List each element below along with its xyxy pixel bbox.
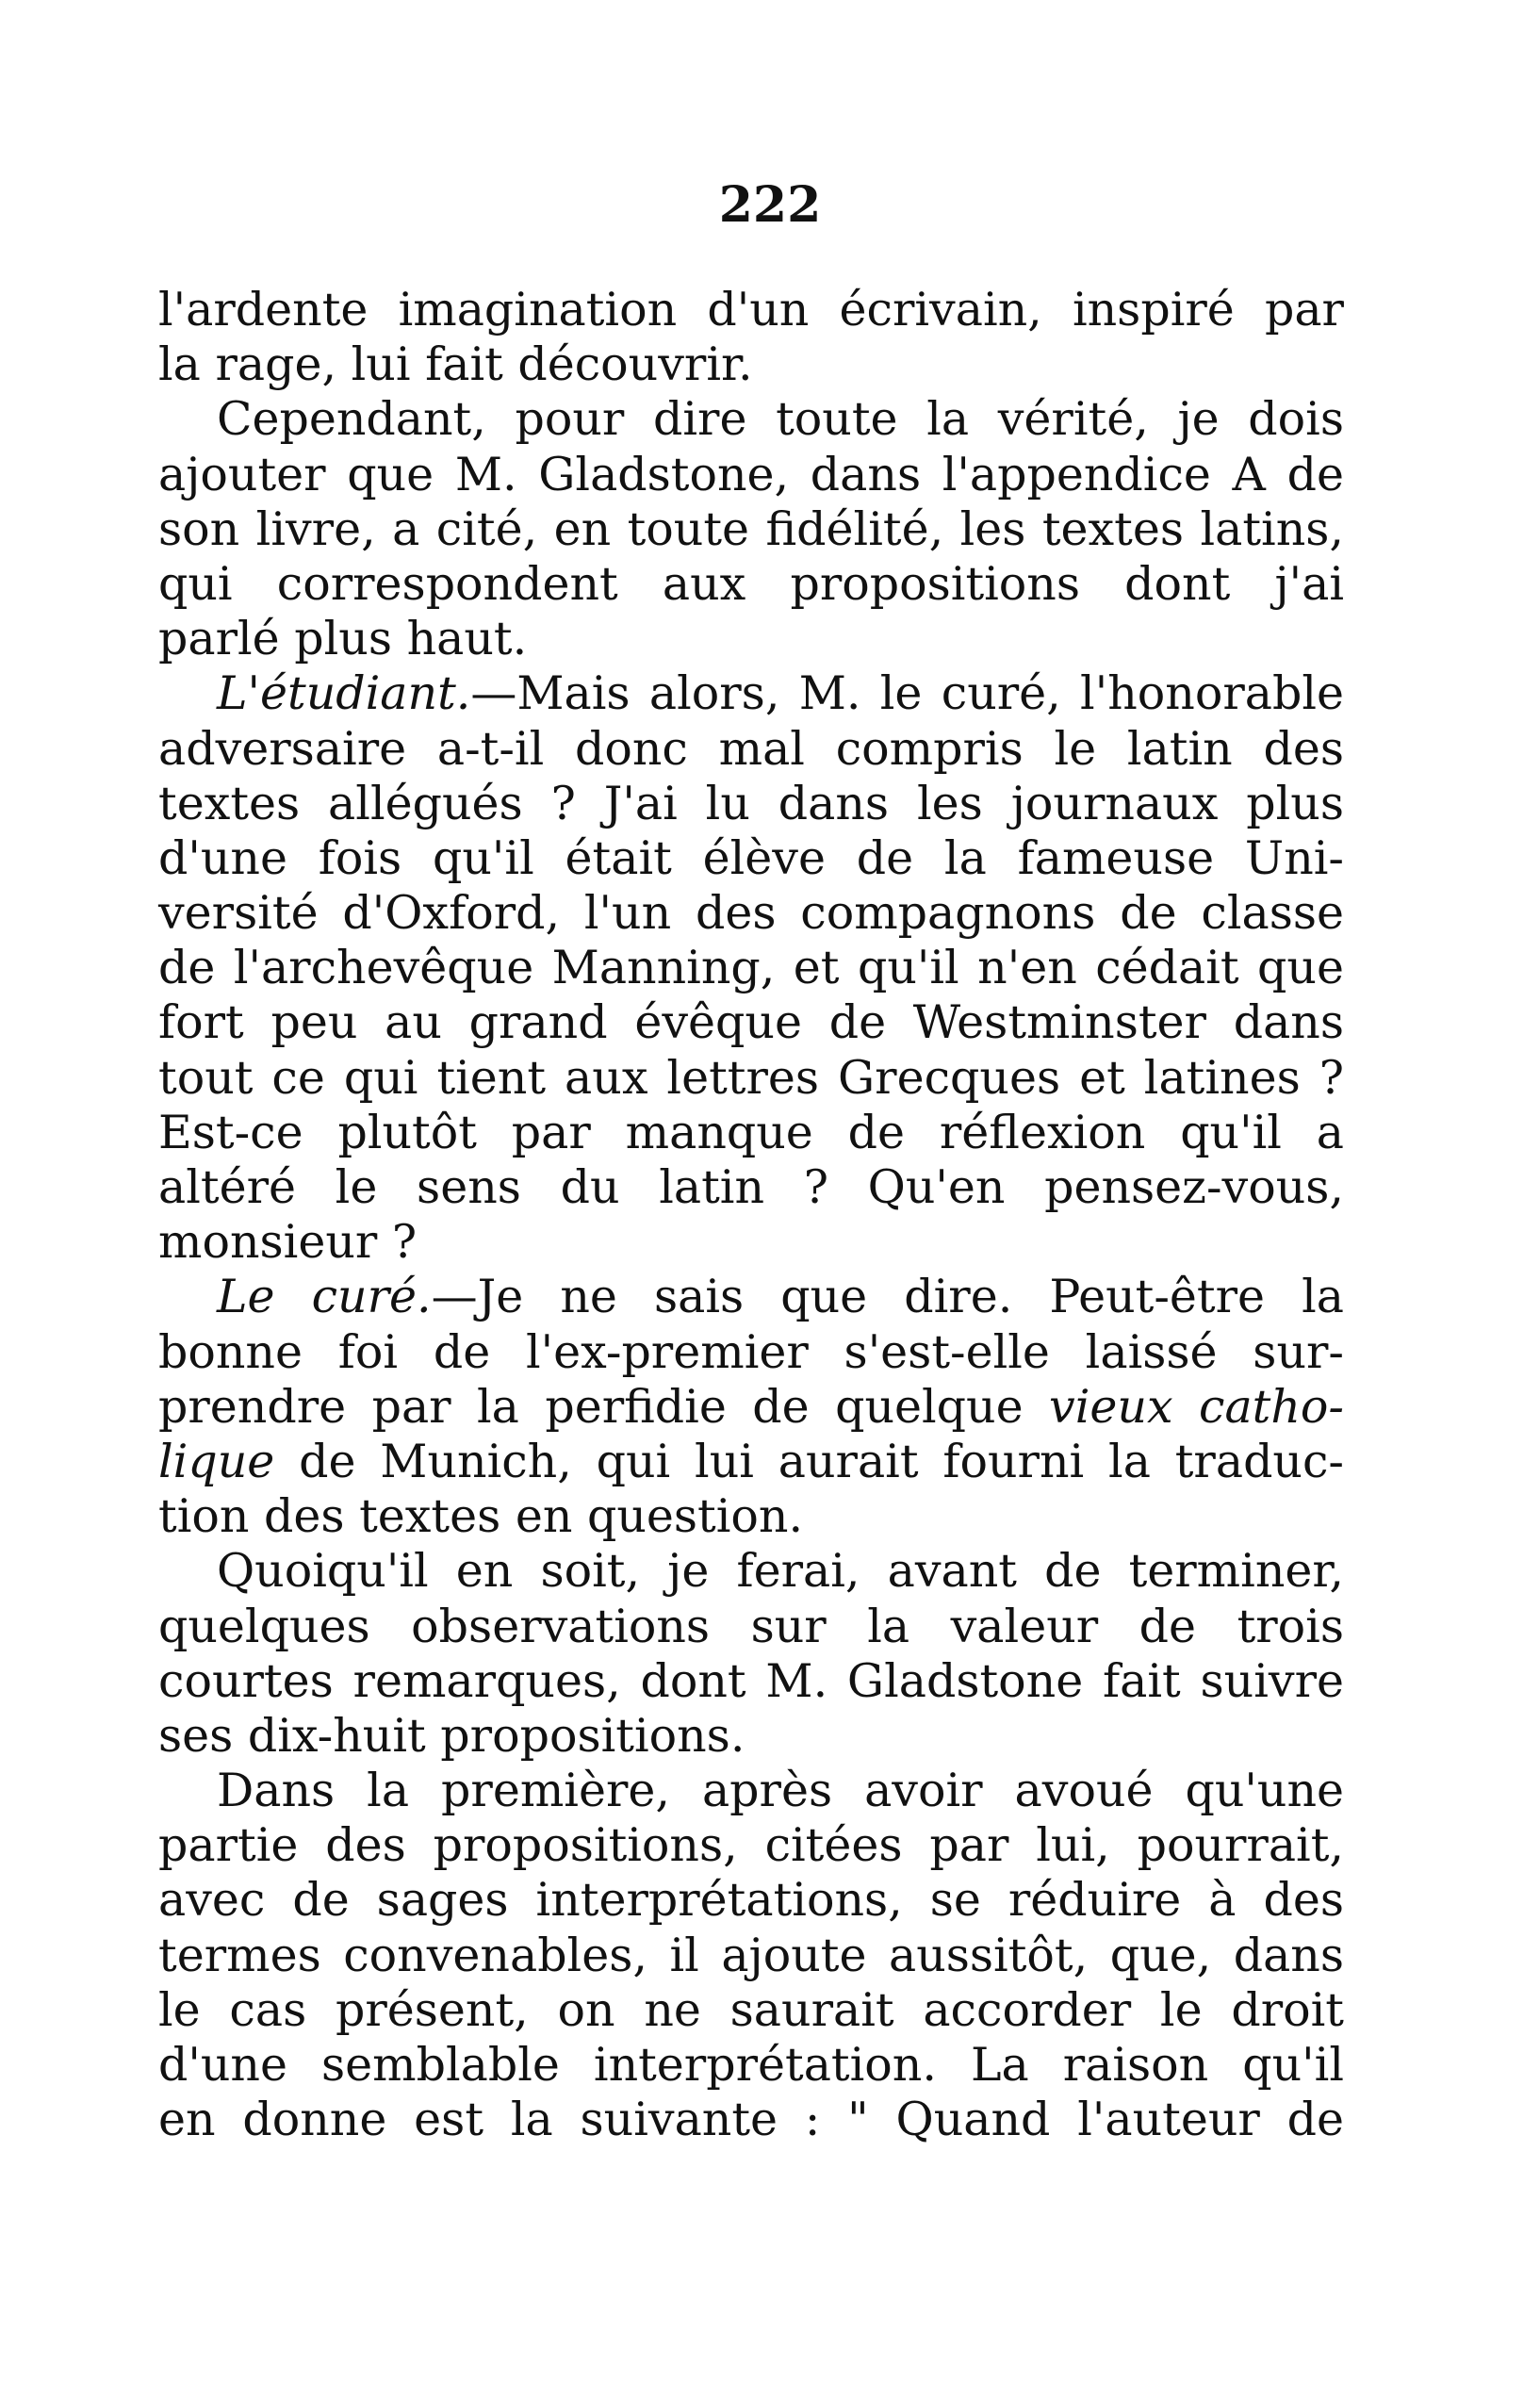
- text-line: [158, 1929, 1344, 1983]
- text-line: [158, 1709, 1344, 1764]
- text-line: [158, 1435, 1344, 1489]
- text-line: [158, 777, 1344, 831]
- text-line: [158, 995, 1344, 1050]
- line-text: Quoiqu'il en soit, je ferai, avant de terminer,: [217, 1544, 1344, 1599]
- text-line: [158, 1051, 1344, 1106]
- line-text: adversaire a-t-il donc mal compris le latin des: [158, 721, 1344, 776]
- text-line: [158, 1983, 1344, 2038]
- line-text: courtes remarques, dont M. Gladstone fait suivre: [158, 1653, 1344, 1708]
- text-line: [158, 722, 1344, 777]
- text-line: [158, 941, 1344, 995]
- line-text: —Je ne sais que dire. Peut-être la: [431, 1270, 1344, 1324]
- text-line: [158, 1160, 1344, 1215]
- text-line: [158, 283, 1344, 337]
- line-text: la rage, lui fait découvrir.: [158, 337, 753, 392]
- line-text: prendre par la perfidie de quelque: [158, 1379, 1024, 1434]
- line-text: monsieur ?: [158, 1215, 418, 1270]
- line-text: tout ce qui tient aux lettres Grecques et latines ?: [158, 1050, 1344, 1105]
- text-line: [158, 502, 1344, 557]
- line-text: altéré le sens du latin ? Qu'en pensez-vous,: [158, 1160, 1344, 1214]
- line-text: ajouter que M. Gladstone, dans l'appendice A de: [158, 447, 1344, 501]
- line-text: d'une semblable interprétation. La raison qu'il: [158, 2038, 1344, 2092]
- text-line: [158, 2038, 1344, 2093]
- line-text: avec de sages interprétations, se réduire à des: [158, 1873, 1344, 1928]
- text-line: [158, 1544, 1344, 1599]
- line-text: termes convenables, il ajoute aussitôt, que, dans: [158, 1928, 1344, 1982]
- line-text: en donne est la suivante : " Quand l'auteur de: [158, 2093, 1344, 2147]
- line-text: qui correspondent aux propositions dont j'ai: [158, 556, 1344, 611]
- italic-text: L'étudiant.: [217, 666, 471, 721]
- text-line: [158, 1873, 1344, 1928]
- italic-text: Le curé.: [217, 1270, 432, 1324]
- line-text: partie des propositions, citées par lui, pourrait,: [158, 1818, 1344, 1873]
- text-line: [158, 1600, 1344, 1654]
- line-text: le cas présent, on ne saurait accorder le droit: [158, 1982, 1344, 2037]
- line-text: de l'archevêque Manning, et qu'il n'en cédait que: [158, 941, 1344, 995]
- text-line: [158, 666, 1344, 721]
- text-line: [158, 1270, 1344, 1324]
- line-text: versité d'Oxford, l'un des compagnons de classe: [158, 886, 1344, 941]
- line-text: l'ardente imagination d'un écrivain, inspiré par: [158, 283, 1344, 337]
- text-line: [158, 831, 1344, 886]
- line-text: Dans la première, après avoir avoué qu'une: [217, 1764, 1344, 1818]
- italic-text: vieux catho-: [1049, 1379, 1344, 1434]
- line-text: fort peu au grand évêque de Westminster dans: [158, 995, 1344, 1050]
- text-line: [158, 1489, 1344, 1544]
- text-line: [158, 1106, 1344, 1160]
- line-text: de Munich, qui lui aurait fourni la traduc-: [274, 1434, 1344, 1488]
- text-line: [158, 557, 1344, 612]
- italic-text: lique: [158, 1434, 275, 1488]
- line-text: ses dix-huit propositions.: [158, 1708, 745, 1763]
- line-text: —Mais alors, M. le curé, l'honorable: [470, 666, 1344, 721]
- text-line: [158, 448, 1344, 502]
- line-text: tion des textes en question.: [158, 1489, 804, 1544]
- text-line: [158, 337, 1344, 392]
- text-line: [158, 2093, 1344, 2147]
- line-text: Cependant, pour dire toute la vérité, je dois: [217, 392, 1344, 447]
- line-text: son livre, a cité, en toute fidélité, les textes latins,: [158, 501, 1344, 556]
- page-body-text: [158, 283, 1344, 2147]
- line-text: quelques observations sur la valeur de trois: [158, 1599, 1344, 1653]
- text-line: [158, 886, 1344, 941]
- page-number: 222: [718, 176, 822, 234]
- text-line: [158, 392, 1344, 447]
- text-line: [158, 1818, 1344, 1873]
- text-line: [158, 1764, 1344, 1818]
- text-line: [158, 1325, 1344, 1380]
- line-text: d'une fois qu'il était élève de la fameuse Uni-: [158, 830, 1344, 885]
- text-line: [158, 612, 1344, 666]
- line-text: parlé plus haut.: [158, 612, 528, 666]
- line-text: bonne foi de l'ex-premier s'est-elle laissé sur-: [158, 1324, 1344, 1379]
- line-text: Est-ce plutôt par manque de réflexion qu'il a: [158, 1105, 1344, 1159]
- line-text: textes allégués ? J'ai lu dans les journaux plus: [158, 776, 1344, 830]
- text-line: [158, 1654, 1344, 1709]
- text-line: [158, 1380, 1344, 1435]
- text-line: [158, 1215, 1344, 1270]
